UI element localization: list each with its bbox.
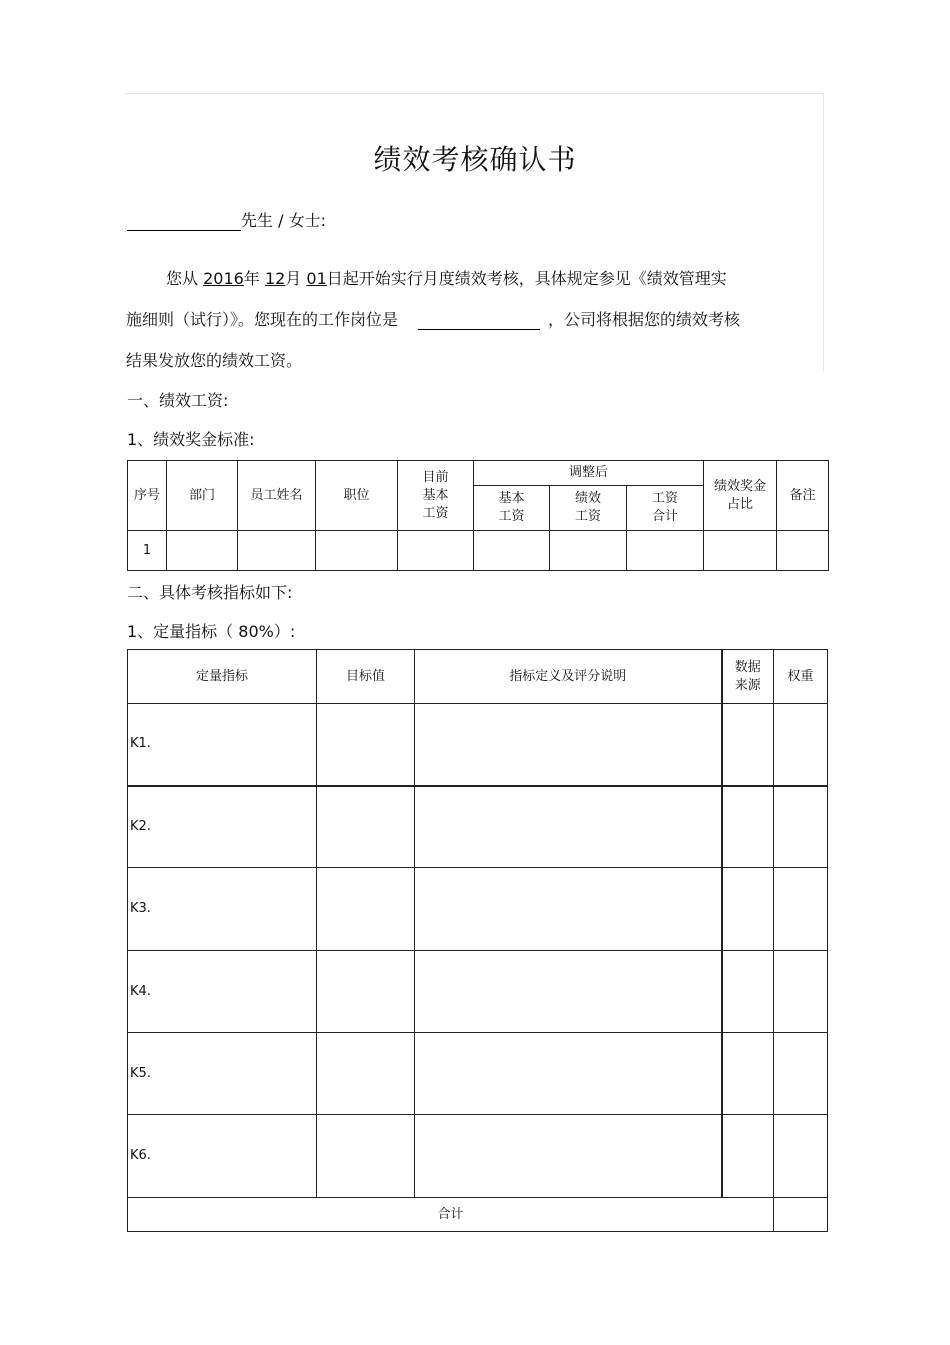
bonus-standard-table — [127, 460, 829, 571]
cell-target[interactable] — [317, 951, 415, 1033]
header-target: 目标值 — [317, 650, 415, 704]
header-current-line3: 工资 — [422, 505, 449, 521]
page-frame-right — [823, 93, 824, 371]
indicator-label: K1. — [128, 704, 317, 786]
cell-definition[interactable] — [415, 1033, 722, 1115]
header-bonus-ratio — [704, 461, 777, 531]
cell-name[interactable] — [238, 531, 316, 571]
header-perf-line1: 绩效 — [574, 491, 601, 506]
cell-definition[interactable] — [415, 1115, 722, 1198]
subsection-1-heading: 1、绩效奖金标准: — [127, 430, 255, 449]
cell-definition[interactable] — [415, 704, 722, 786]
cell-target[interactable] — [317, 1115, 415, 1198]
cell-weight[interactable] — [774, 1115, 828, 1198]
table-row — [128, 704, 828, 786]
header-base-line1: 基本 — [498, 491, 525, 506]
cell-source[interactable] — [722, 951, 774, 1033]
intro-text: 您从 — [166, 269, 199, 288]
cell-target[interactable] — [317, 704, 415, 786]
header-data-source — [722, 650, 774, 704]
header-no: 序号 — [128, 461, 167, 531]
cell-definition[interactable] — [415, 951, 722, 1033]
cell-source[interactable] — [722, 868, 774, 951]
cell-weight[interactable] — [774, 1033, 828, 1115]
cell-target[interactable] — [317, 1033, 415, 1115]
header-indicator: 定量指标 — [128, 650, 317, 704]
cell-total-weight[interactable] — [774, 1198, 828, 1232]
intro-line-3: 结果发放您的绩效工资。 — [126, 351, 303, 370]
cell-dept[interactable] — [167, 531, 238, 571]
start-day: 01 — [306, 269, 327, 288]
header-definition: 指标定义及评分说明 — [415, 650, 722, 704]
cell-weight[interactable] — [774, 704, 828, 786]
header-adjusted: 调整后 — [474, 461, 704, 486]
total-label: 合计 — [128, 1198, 774, 1232]
table-row — [128, 868, 828, 951]
header-total-line1: 工资 — [652, 491, 679, 506]
cell-target[interactable] — [317, 786, 415, 868]
cell-bonus-ratio[interactable] — [704, 531, 777, 571]
cell-target[interactable] — [317, 868, 415, 951]
header-perf-line2: 工资 — [574, 509, 601, 524]
indicator-label: K3. — [128, 868, 317, 951]
table-row — [128, 786, 828, 868]
intro-text-2a: 施细则（试行）》。您现在的工作岗位是 — [126, 310, 399, 329]
cell-salary-total[interactable] — [627, 531, 704, 571]
table-row — [128, 1033, 828, 1115]
quantitative-indicators-table — [127, 649, 828, 1232]
intro-text-2b: ，公司将根据您的绩效考核 — [548, 310, 741, 329]
intro-line-2 — [126, 307, 740, 330]
header-source-line1: 数据 — [734, 659, 761, 675]
year-label: 年 — [243, 269, 260, 288]
header-ratio-line2: 占比 — [727, 496, 754, 512]
header-current-line2: 基本 — [422, 487, 449, 503]
table-row — [128, 1115, 828, 1198]
intro-text-rest: 日起开始实行月度绩效考核，具体规定参见《绩效管理实 — [326, 269, 727, 288]
cell-note[interactable] — [777, 531, 829, 571]
page-frame-top — [125, 93, 823, 94]
start-year: 2016 — [203, 269, 244, 288]
header-current-salary — [398, 461, 474, 531]
position-blank[interactable] — [418, 313, 540, 330]
header-ratio-line1: 绩效奖金 — [714, 478, 767, 494]
intro-line-1 — [166, 266, 727, 289]
header-salary-total — [627, 486, 704, 531]
indicator-label: K6. — [128, 1115, 317, 1198]
header-source-line2: 来源 — [734, 677, 761, 693]
cell-source[interactable] — [722, 786, 774, 868]
section-2-heading: 二、具体考核指标如下: — [127, 583, 293, 602]
header-base-salary — [474, 486, 550, 531]
name-blank[interactable] — [127, 212, 241, 231]
subsection-2-heading: 1、定量指标（ 80%）: — [127, 622, 296, 641]
section-1-heading: 一、绩效工资: — [127, 391, 229, 410]
cell-source[interactable] — [722, 704, 774, 786]
header-name: 员工姓名 — [238, 461, 316, 531]
cell-performance-salary[interactable] — [550, 531, 627, 571]
indicator-label: K2. — [128, 786, 317, 868]
header-dept: 部门 — [167, 461, 238, 531]
cell-source[interactable] — [722, 1115, 774, 1198]
header-note: 备注 — [777, 461, 829, 531]
cell-definition[interactable] — [415, 868, 722, 951]
cell-current-salary[interactable] — [398, 531, 474, 571]
table-row — [128, 951, 828, 1033]
header-weight: 权重 — [774, 650, 828, 704]
indicator-label: K4. — [128, 951, 317, 1033]
salutation-text: 先生 / 女士: — [241, 211, 326, 230]
header-position: 职位 — [316, 461, 398, 531]
salutation-line — [127, 208, 326, 231]
header-total-line2: 合计 — [652, 509, 679, 524]
start-month: 12 — [264, 269, 286, 288]
cell-definition[interactable] — [415, 786, 722, 868]
header-performance-salary — [550, 486, 627, 531]
indicator-label: K5. — [128, 1033, 317, 1115]
document-title: 绩效考核确认书 — [373, 143, 577, 176]
total-row — [128, 1198, 828, 1232]
header-base-line2: 工资 — [498, 509, 525, 524]
table-row — [128, 531, 829, 571]
row-no: 1 — [128, 531, 167, 571]
cell-base-salary[interactable] — [474, 531, 550, 571]
cell-weight[interactable] — [774, 868, 828, 951]
cell-weight[interactable] — [774, 786, 828, 868]
header-current-line1: 目前 — [422, 469, 449, 485]
cell-position[interactable] — [316, 531, 398, 571]
cell-weight[interactable] — [774, 951, 828, 1033]
month-label: 月 — [285, 269, 302, 288]
cell-source[interactable] — [722, 1033, 774, 1115]
